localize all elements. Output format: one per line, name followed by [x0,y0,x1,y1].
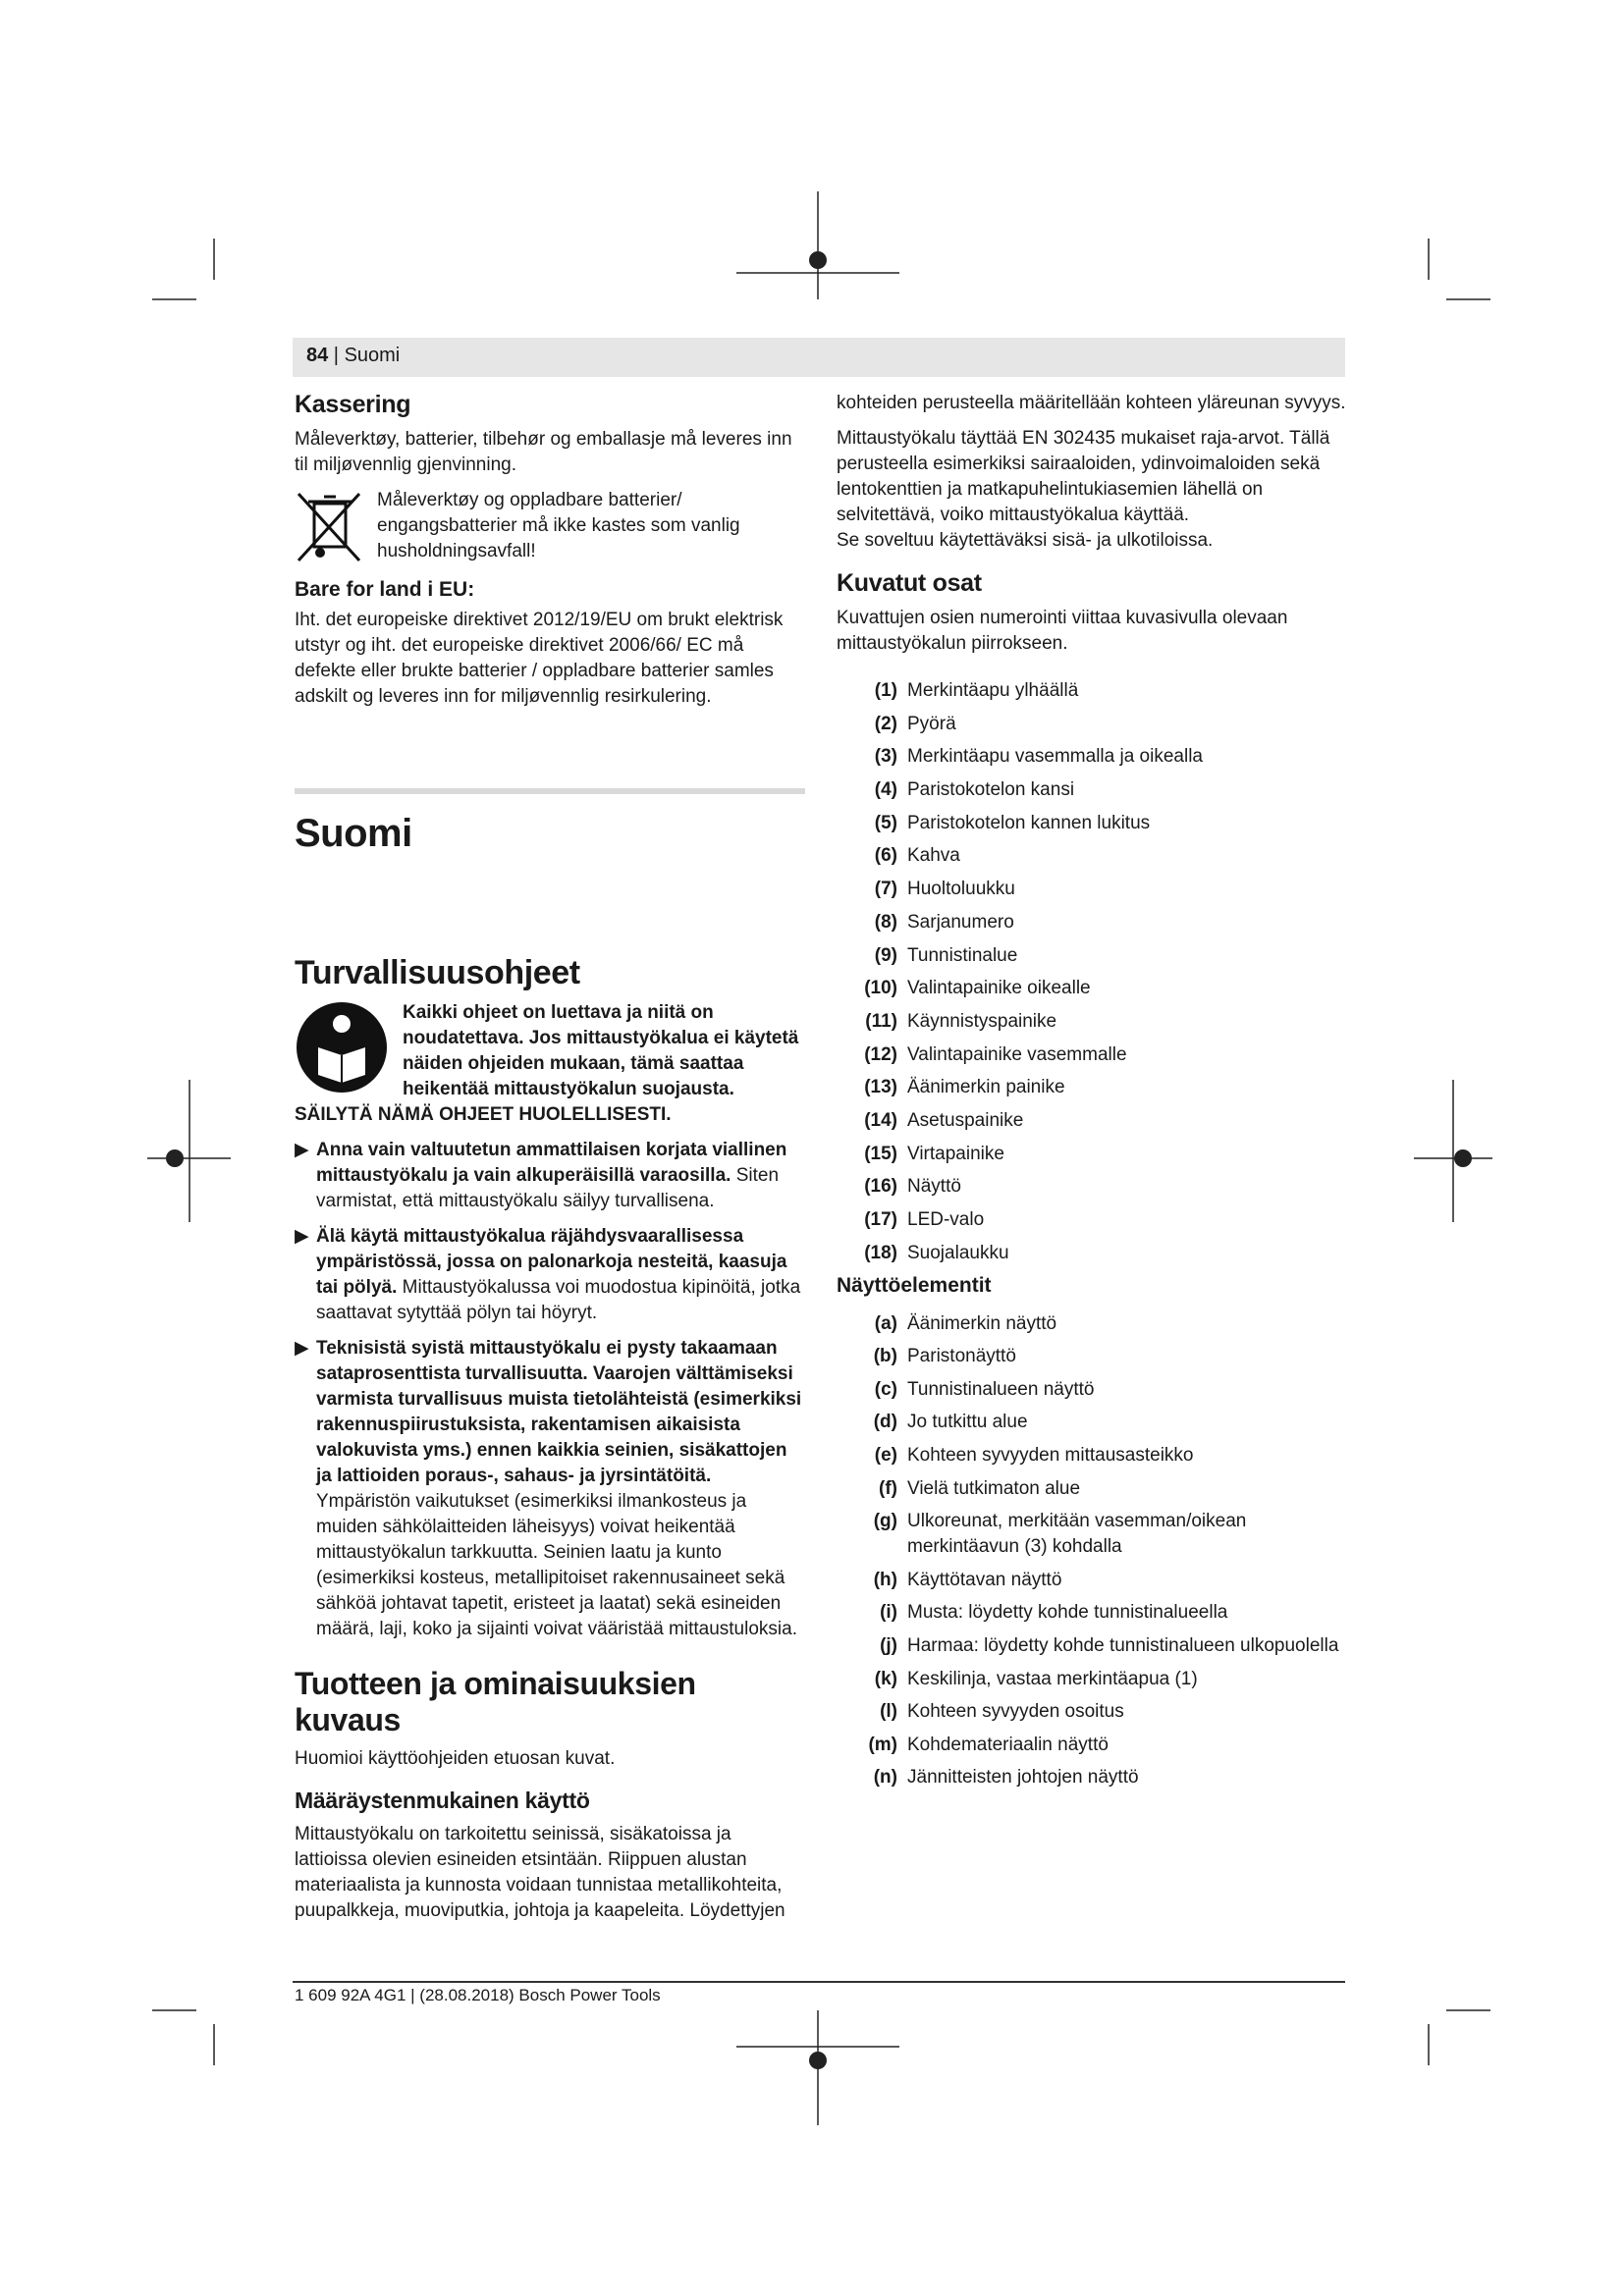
list-item [837,1699,1347,1725]
product-text: Huomioi käyttöohjeiden etuosan kuvat. [295,1748,616,1769]
item-key: (1) [874,680,897,701]
list-item [837,1042,1347,1068]
item-label: Kohteen syvyyden mittausasteikko [907,1445,1194,1467]
list-item [837,1207,1347,1233]
item-label: Huoltoluukku [907,879,1015,900]
item-label: Paristokotelon kannen lukitus [907,812,1151,833]
list-item [837,1667,1347,1692]
list-item [837,1733,1347,1758]
kassering-text: Måleverktøy, batterier, tilbehør og emballasje må leveres inn til miljøvennlig gjenvinning. [295,429,792,475]
list-item [837,843,1347,869]
item-label: Valintapainike oikealle [907,978,1091,999]
list-item [837,943,1347,969]
triangle-bullet-icon: ▶ [295,1226,309,1247]
safety-bullet-1 [295,1138,805,1214]
product-heading: Tuotteen ja ominaisuuksien kuvaus [295,1666,696,1737]
item-key: (15) [864,1143,897,1164]
list-item [837,1009,1347,1035]
item-label: Kahva [907,845,960,867]
eu-text: Iht. det europeiske direktivet 2012/19/EU om brukt elektrisk utstyr og iht. det europeiske direktivet 2006/66/ EC må defekte eller brukte batterier / oppladbare batterier samles adskilt og leveres inn for miljøvennlig resirkulering. [295,610,784,707]
item-label: Paristonäyttö [907,1346,1016,1367]
item-label: Merkintäapu vasemmalla ja oikealla [907,746,1203,768]
item-label: Suojalaukku [907,1242,1009,1263]
item-label: Paristokotelon kansi [907,779,1075,801]
item-label: Käyttötavan näyttö [907,1569,1062,1590]
item-key: (f) [879,1477,897,1499]
display-list [837,1311,1347,1791]
display-heading: Näyttöelementit [837,1273,992,1297]
parts-heading: Kuvatut osat [837,569,982,597]
list-item [837,1765,1347,1790]
list-item [837,1075,1347,1100]
item-key: (b) [873,1346,897,1367]
bin-warning-text: Måleverktøy og oppladbare batterier/ engangsbatterier må ikke kastes som vanlig husholdningsavfall! [377,490,740,561]
item-label: Käynnistyspainike [907,1010,1057,1032]
list-item [837,1311,1347,1337]
header-section: Suomi [344,345,401,366]
item-label: Pyörä [907,713,956,734]
bullet-1-bold: Anna vain valtuutetun ammattilaisen korjata viallinen mittaustyökalu ja vain alkuperäisillä varaosilla. [316,1140,787,1186]
safety-bullet-2 [295,1224,805,1326]
item-label: Jännitteisten johtojen näyttö [907,1767,1139,1789]
list-item [837,811,1347,836]
list-item [837,976,1347,1001]
item-label: Ulkoreunat, merkitään vasemman/oikean merkintäavun (3) kohdalla [907,1511,1247,1558]
item-key: (13) [864,1077,897,1098]
item-key: (a) [874,1312,897,1334]
use-text: Mittaustyökalu on tarkoitettu seinissä, sisäkatoissa ja lattioissa olevien esineiden etsintään. Riippuen alustan materiaalista ja kunnosta voidaan tunnistaa metallikohteita, puupalkkeja, muoviputkia, johtoja ja kaapeleita. Löydettyjen [295,1824,785,1921]
bullet-3-bold: Teknisistä syistä mittaustyökalu ei pysty takaamaan sataprosenttista turvallisuutta. Vaarojen välttämiseksi varmista turvallisuus muista tietolähteistä (esimerkiksi rakennuspiirustuksista, rakentamisen aikaisista valokuvista yms.) ennen kaikkia seinien, sisäkattojen ja lattioiden poraus-, sahaus- ja jyrsintätöitä. [316,1338,802,1486]
item-key: (6) [874,845,897,867]
item-label: Virtapainike [907,1143,1004,1164]
eu-heading: Bare for land i EU: [295,578,475,601]
item-label: Asetuspainike [907,1109,1024,1131]
item-key: (8) [874,911,897,933]
triangle-bullet-icon: ▶ [295,1338,309,1359]
item-key: (5) [874,812,897,833]
item-key: (g) [873,1511,897,1532]
list-item [837,1509,1347,1560]
read-manual-icon [295,1000,389,1095]
item-key: (14) [864,1109,897,1131]
list-item [837,1142,1347,1167]
item-label: Sarjanumero [907,911,1014,933]
item-key: (17) [864,1209,897,1230]
item-key: (16) [864,1176,897,1198]
triangle-bullet-icon: ▶ [295,1140,309,1160]
item-key: (h) [873,1569,897,1590]
en-standard-text: Mittaustyökalu täyttää EN 302435 mukaiset raja-arvot. Tällä perusteella esimerkiksi sairaaloiden, ydinvoimaloiden sekä lentokenttien ja matkapuhelintukiasemien lähellä on selvitettävä, voiko mittaustyökalua käyttää. [837,428,1330,525]
list-item [837,910,1347,935]
item-label: Merkintäapu ylhäällä [907,680,1079,701]
item-key: (e) [874,1445,897,1467]
section-divider [295,788,805,794]
page-number: 84 [306,345,329,366]
list-item [837,1410,1347,1435]
item-label: LED-valo [907,1209,985,1230]
bullet-1-text: Siten varmistat, että mittaustyökalu säilyy turvallisena. [316,1165,780,1211]
safety-heading: Turvallisuusohjeet [295,954,580,991]
item-key: (4) [874,779,897,801]
item-label: Kohdemateriaalin näyttö [907,1734,1109,1755]
left-column [295,391,805,1934]
indoor-text: Se soveltuu käytettäväksi sisä- ja ulkotiloissa. [837,530,1214,551]
item-label: Keskilinja, vastaa merkintäapua (1) [907,1668,1198,1689]
list-item [837,744,1347,770]
recycling-block [295,488,805,564]
list-item [837,712,1347,737]
item-key: (2) [874,713,897,734]
item-key: (d) [873,1412,897,1433]
item-label: Jo tutkittu alue [907,1412,1028,1433]
footer-rule [293,1981,1345,1983]
list-item [837,678,1347,704]
language-title: Suomi [295,812,412,855]
item-key: (11) [865,1010,897,1032]
use-heading: Määräystenmukainen käyttö [295,1788,590,1813]
list-item [837,1633,1347,1659]
list-item [837,777,1347,803]
item-label: Vielä tutkimaton alue [907,1477,1081,1499]
item-key: (l) [880,1701,897,1723]
item-key: (18) [864,1242,897,1263]
item-label: Äänimerkin näyttö [907,1312,1057,1334]
item-key: (j) [880,1635,897,1657]
item-label: Musta: löydetty kohde tunnistinalueella [907,1602,1228,1624]
bullet-2-text: Mittaustyökalussa voi muodostua kipinöitä, jotka saattavat sytyttää pölyn tai höyryt. [316,1277,801,1323]
item-key: (i) [880,1602,897,1624]
item-label: Valintapainike vasemmalle [907,1043,1127,1065]
right-column [837,391,1347,1798]
list-item [837,1377,1347,1403]
bullet-2-bold: Älä käytä mittaustyökalua räjähdysvaarallisessa ympäristössä, jossa on palonarkoja nesteitä, kaasuja tai pölyä. [316,1226,787,1298]
item-key: (m) [868,1734,897,1755]
item-key: (12) [864,1043,897,1065]
item-label: Tunnistinalue [907,944,1018,966]
item-label: Näyttö [907,1176,961,1198]
kassering-heading: Kassering [295,391,411,418]
list-item [837,1443,1347,1468]
item-key: (9) [874,944,897,966]
item-label: Tunnistinalueen näyttö [907,1378,1095,1400]
list-item [837,1241,1347,1266]
list-item [837,877,1347,902]
safety-bullet-3 [295,1336,805,1642]
item-key: (7) [874,879,897,900]
item-key: (k) [874,1668,897,1689]
item-key: (n) [873,1767,897,1789]
item-label: Kohteen syvyyden osoitus [907,1701,1124,1723]
page-header: 84 | Suomi [306,345,401,366]
list-item [837,1344,1347,1369]
safety-intro-block [295,1000,805,1128]
list-item [837,1108,1347,1134]
item-label: Harmaa: löydetty kohde tunnistinalueen ulkopuolella [907,1635,1339,1657]
parts-intro: Kuvattujen osien numerointi viittaa kuvasivulla olevaan mittaustyökalun piirrokseen. [837,608,1288,654]
item-key: (3) [874,746,897,768]
bullet-3-text: Ympäristön vaikutukset (esimerkiksi ilmankosteus ja muiden sähkölaitteiden läheisyys) voivat heikentää mittaustyökalun tarkkuutta. Seinien laatu ja kunto (esimerkiksi kosteus, metallipitoiset rakennusaineet sekä sähköä johtavat tapetit, eristeet ja laatat) sekä esineiden määrä, laji, koko ja sijainti voivat vääristää mittaustuloksia. [316,1491,797,1639]
continued-text: kohteiden perusteella määritellään kohteen yläreunan syvyys. [837,393,1346,413]
item-key: (c) [874,1378,897,1400]
item-label: Äänimerkin painike [907,1077,1065,1098]
list-item [837,1174,1347,1200]
list-item [837,1476,1347,1502]
parts-list [837,678,1347,1266]
list-item [837,1568,1347,1593]
item-key: (10) [864,978,897,999]
safety-intro-text: Kaikki ohjeet on luettava ja niitä on noudatettava. Jos mittaustyökalua ei käytetä näiden ohjeiden mukaan, tämä saattaa heikentää mittaustyökalun suojausta. SÄILYTÄ NÄMÄ OHJEET HUOLELLISESTI. [295,1002,799,1125]
page-footer: 1 609 92A 4G1 | (28.08.2018) Bosch Power Tools [295,1986,661,2004]
list-item [837,1600,1347,1626]
crossed-bin-icon [295,488,363,564]
header-bar [293,338,1345,377]
